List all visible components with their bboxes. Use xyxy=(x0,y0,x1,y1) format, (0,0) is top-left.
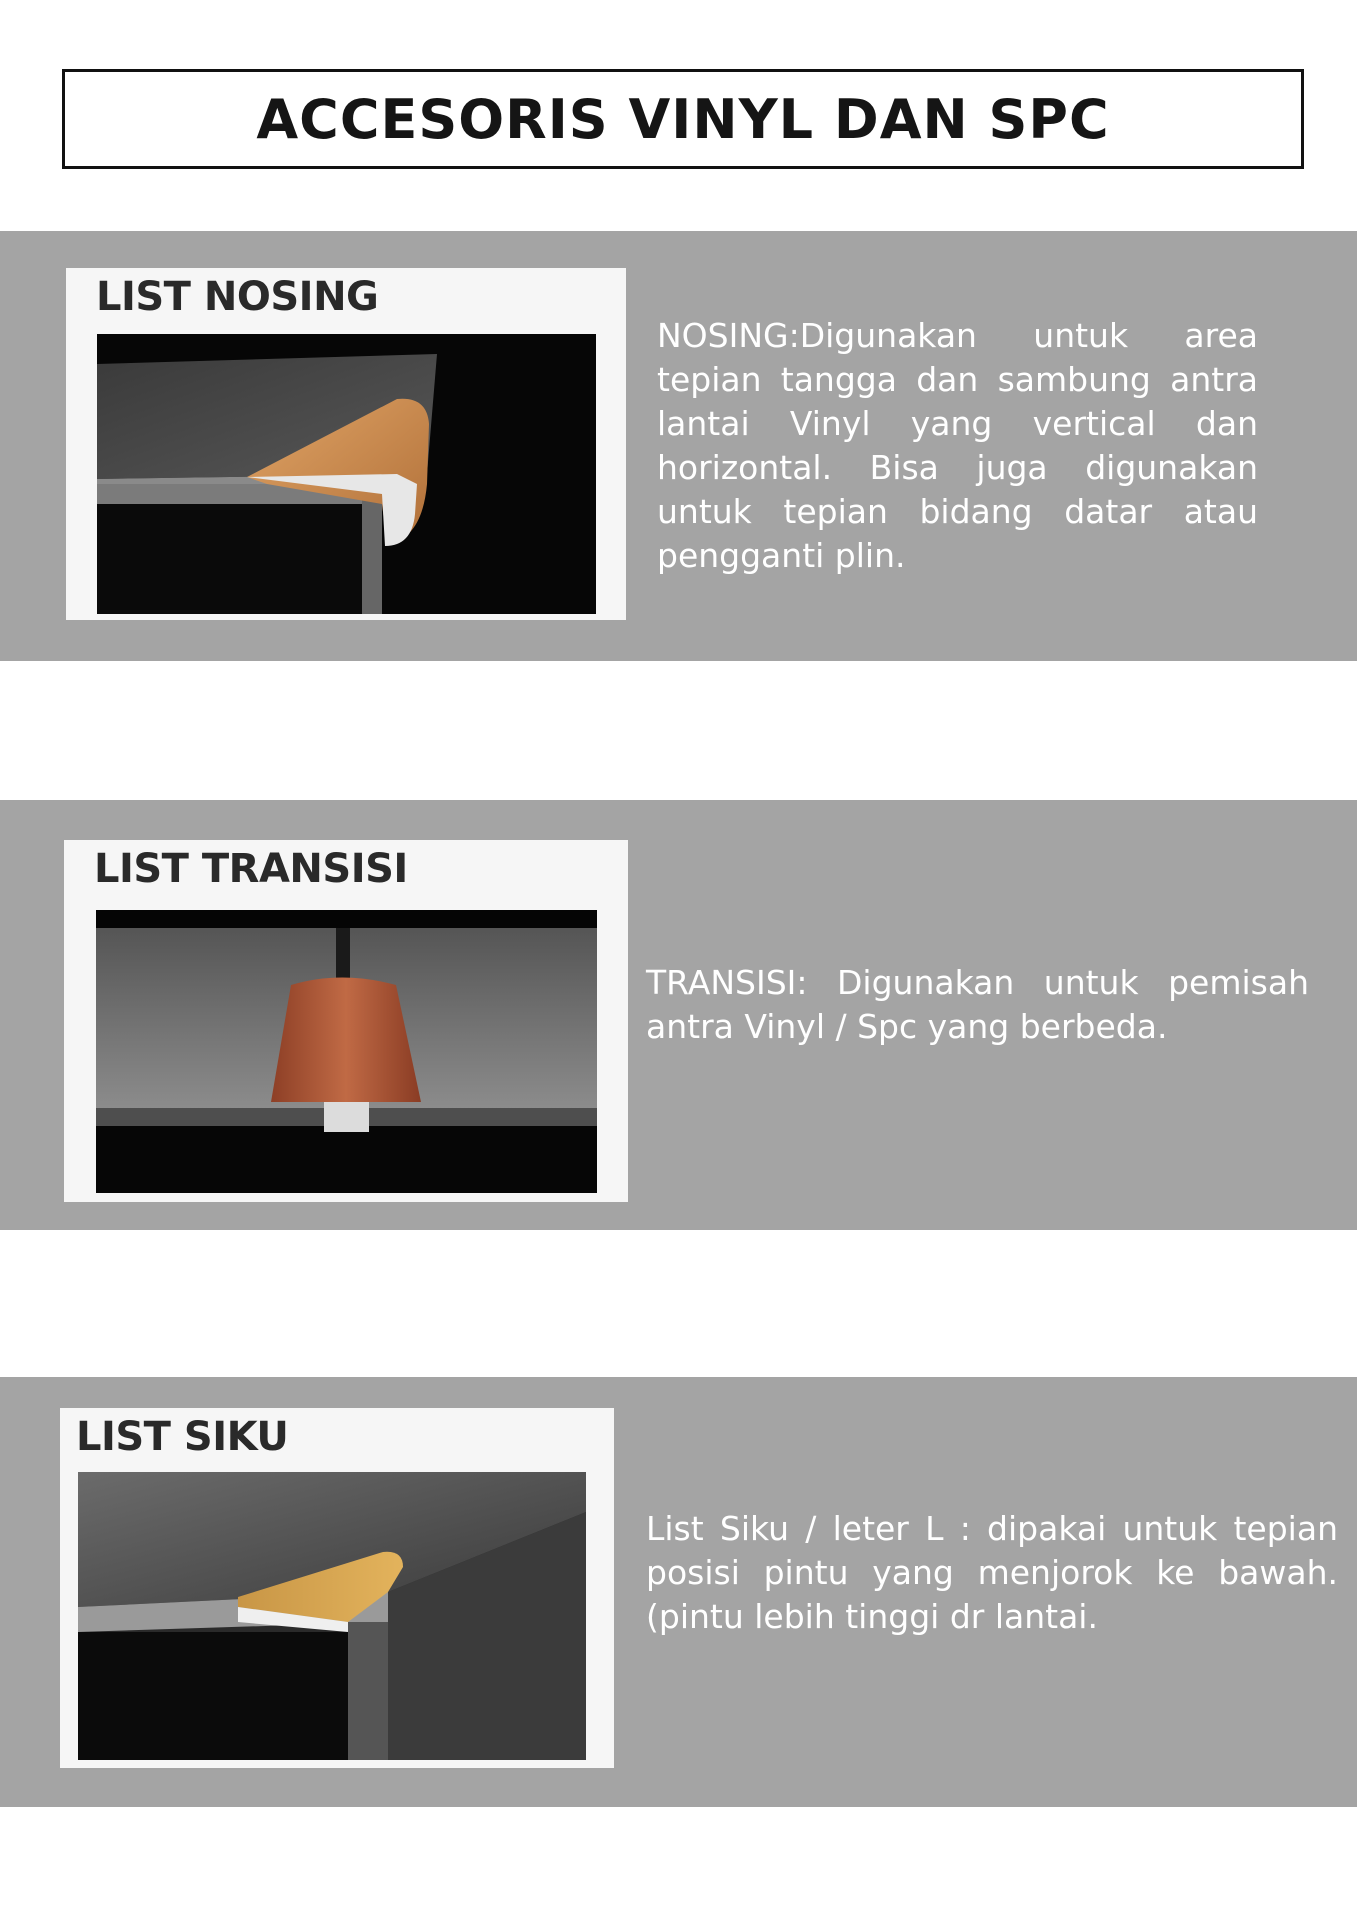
siku-label: LIST SIKU xyxy=(76,1414,289,1460)
nosing-photo xyxy=(97,334,596,614)
title-box xyxy=(62,69,1304,169)
transisi-description: TRANSISI: Digunakan untuk pemisah antra Vinyl / Spc yang berbeda. xyxy=(646,963,1309,1046)
transisi-card xyxy=(64,840,628,1202)
page-title: ACCESORIS VINYL DAN SPC xyxy=(256,87,1110,151)
siku-card xyxy=(60,1408,614,1768)
transisi-label: LIST TRANSISI xyxy=(94,846,408,892)
transisi-photo xyxy=(96,910,597,1193)
siku-description: List Siku / leter L : dipakai untuk tepian posisi pintu yang menjorok ke bawah.(pintu lebih tinggi dr lantai. xyxy=(646,1509,1338,1636)
nosing-card xyxy=(66,268,626,620)
nosing-label: LIST NOSING xyxy=(96,274,379,320)
siku-photo xyxy=(78,1472,586,1760)
nosing-description: NOSING:Digunakan untuk area tepian tangga dan sambung antra lantai Vinyl yang vertical dan horizontal. Bisa juga digunakan untuk tepian bidang datar atau pengganti plin. xyxy=(657,316,1258,575)
